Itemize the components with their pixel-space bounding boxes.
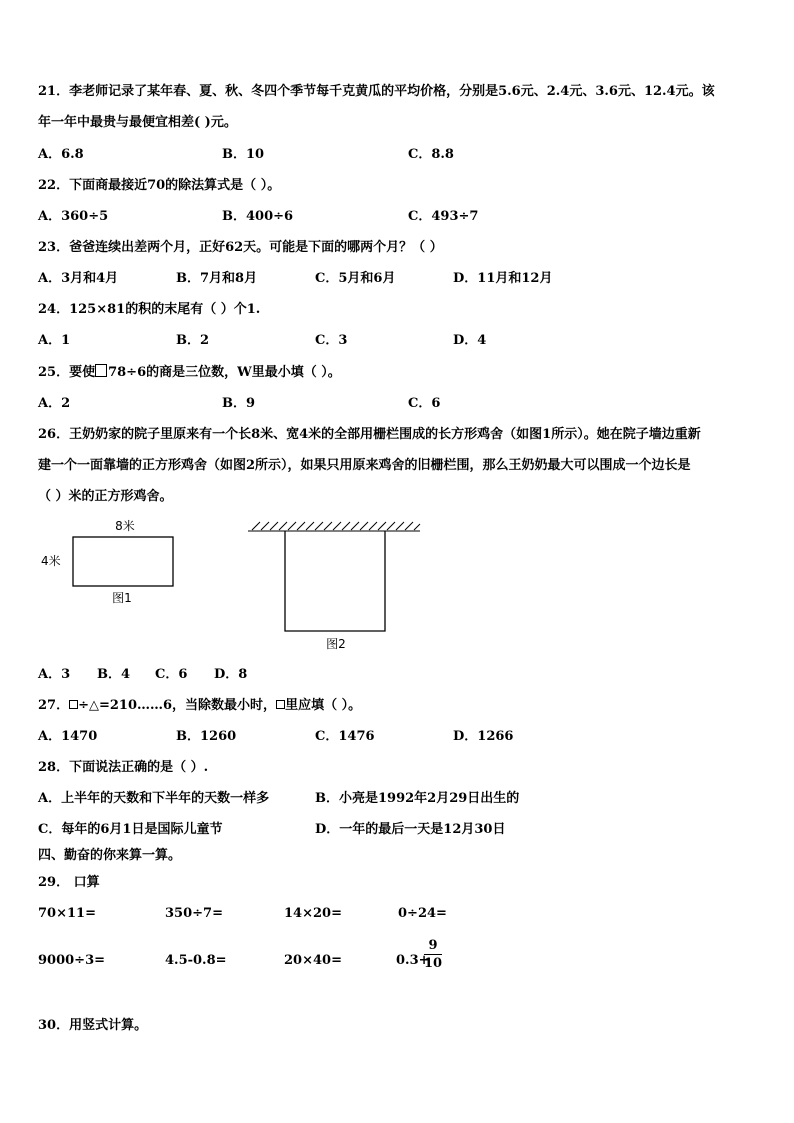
q21-stem-line1: 21．李老师记录了某年春、夏、秋、冬四个季节每千克黄瓜的平均价格，分别是5.6元、2.4元、3.6元、12.4元。该: [38, 84, 715, 99]
calc-item: 350÷7=: [165, 906, 223, 921]
q26-stem-line1: 26．王奶奶家的院子里原来有一个长8米、宽4米的全部用栅栏围成的长方形鸡舍（如图1所示）。她在院子墙边重新: [38, 427, 701, 442]
q25-option-a[interactable]: A．2: [38, 396, 71, 411]
q23-option-c[interactable]: C．5月和6月: [315, 271, 396, 286]
q25-option-c[interactable]: C．6: [408, 396, 441, 411]
fraction-denominator: 10: [424, 956, 443, 971]
blank-box-icon: [276, 700, 285, 709]
q24-option-b[interactable]: B．2: [176, 333, 210, 348]
q29-title: 29． 口算: [38, 875, 100, 890]
calc-item: 70×11=: [38, 906, 96, 921]
fraction-numerator: 9: [424, 938, 442, 955]
q23-stem: 23．爸爸连续出差两个月，正好62天。可能是下面的哪两个月？（ ）: [38, 240, 443, 255]
q25-stem: [38, 364, 341, 381]
fraction: [424, 938, 442, 972]
calc-item-fraction-prefix: 0.3+: [396, 953, 430, 968]
q23-option-d[interactable]: D．11月和12月: [453, 271, 553, 286]
fig2-square: [285, 531, 385, 631]
calc-item: 14×20=: [284, 906, 342, 921]
q21-option-c[interactable]: C．8.8: [408, 147, 454, 162]
q27-stem: [38, 698, 361, 714]
q23-option-a[interactable]: A．3月和4月: [38, 271, 119, 286]
q21-option-a[interactable]: A．6.8: [38, 147, 84, 162]
q27-stem-prefix: 27．: [38, 698, 70, 713]
figure-1: [38, 515, 188, 610]
q24-option-a[interactable]: A．1: [38, 333, 71, 348]
q26-stem-line3: （ ）米的正方形鸡舍。: [38, 489, 173, 504]
q26-option-c[interactable]: C．6: [155, 667, 188, 682]
q24-option-d[interactable]: D．4: [453, 333, 487, 348]
blank-box-icon: [95, 364, 107, 377]
q26-option-a[interactable]: A．3: [38, 667, 71, 682]
fig1-length-label: 8米: [115, 519, 135, 533]
calc-item: 0÷24=: [398, 906, 447, 921]
fig1-caption: 图1: [112, 591, 132, 605]
q27-option-b[interactable]: B．1260: [176, 729, 237, 744]
q23-option-b[interactable]: B．7月和8月: [176, 271, 258, 286]
calc-item: 4.5-0.8=: [165, 953, 227, 968]
q22-option-a[interactable]: A．360÷5: [38, 209, 109, 224]
q28-option-c[interactable]: C．每年的6月1日是国际儿童节: [38, 822, 223, 837]
q27-option-d[interactable]: D．1266: [453, 729, 514, 744]
q21-stem-line2: 年一年中最贵与最便宜相差( )元。: [38, 115, 237, 130]
q24-option-c[interactable]: C．3: [315, 333, 348, 348]
q21-option-b[interactable]: B．10: [222, 147, 265, 162]
q26-option-b[interactable]: B．4: [97, 667, 131, 682]
fig1-rectangle: [73, 537, 173, 586]
q25-option-b[interactable]: B．9: [222, 396, 256, 411]
q28-stem: 28．下面说法正确的是（ ）.: [38, 760, 209, 775]
q27-stem-mid: ÷△=210……6，当除数最小时，: [78, 698, 277, 713]
q25-stem-prefix: 25．要使: [38, 365, 96, 380]
q28-option-a[interactable]: A．上半年的天数和下半年的天数一样多: [38, 791, 270, 806]
q22-stem: 22．下面商最接近70的除法算式是（ ）。: [38, 178, 281, 193]
q22-option-b[interactable]: B．400÷6: [222, 209, 294, 224]
wall-hatching: [248, 522, 420, 531]
q27-option-a[interactable]: A．1470: [38, 729, 98, 744]
q26-option-d[interactable]: D．8: [214, 667, 248, 682]
q30-title: 30．用竖式计算。: [38, 1018, 148, 1033]
q25-stem-suffix: 78÷6的商是三位数，W里最小填（ ）。: [108, 365, 341, 380]
calc-item: 20×40=: [284, 953, 342, 968]
calc-item: 9000÷3=: [38, 953, 106, 968]
q28-option-b[interactable]: B．小亮是1992年2月29日出生的: [315, 791, 520, 806]
q24-stem: 24．125×81的积的末尾有（ ）个1.: [38, 302, 261, 317]
q27-option-c[interactable]: C．1476: [315, 729, 375, 744]
q26-stem-line2: 建一个一面靠墙的正方形鸡舍（如图2所示），如果只用原来鸡舍的旧栅栏围，那么王奶奶最大可以围成一个边长是: [38, 458, 691, 473]
blank-box-icon: [69, 700, 78, 709]
q28-option-d[interactable]: D．一年的最后一天是12月30日: [315, 822, 506, 837]
fig2-caption: 图2: [326, 637, 346, 651]
figure-2: [244, 515, 424, 655]
q22-option-c[interactable]: C．493÷7: [408, 209, 479, 224]
q27-stem-suffix: 里应填（ ）。: [285, 698, 362, 713]
section-heading: 四、勤奋的你来算一算。: [38, 848, 182, 863]
fig1-width-label: 4米: [41, 554, 61, 568]
